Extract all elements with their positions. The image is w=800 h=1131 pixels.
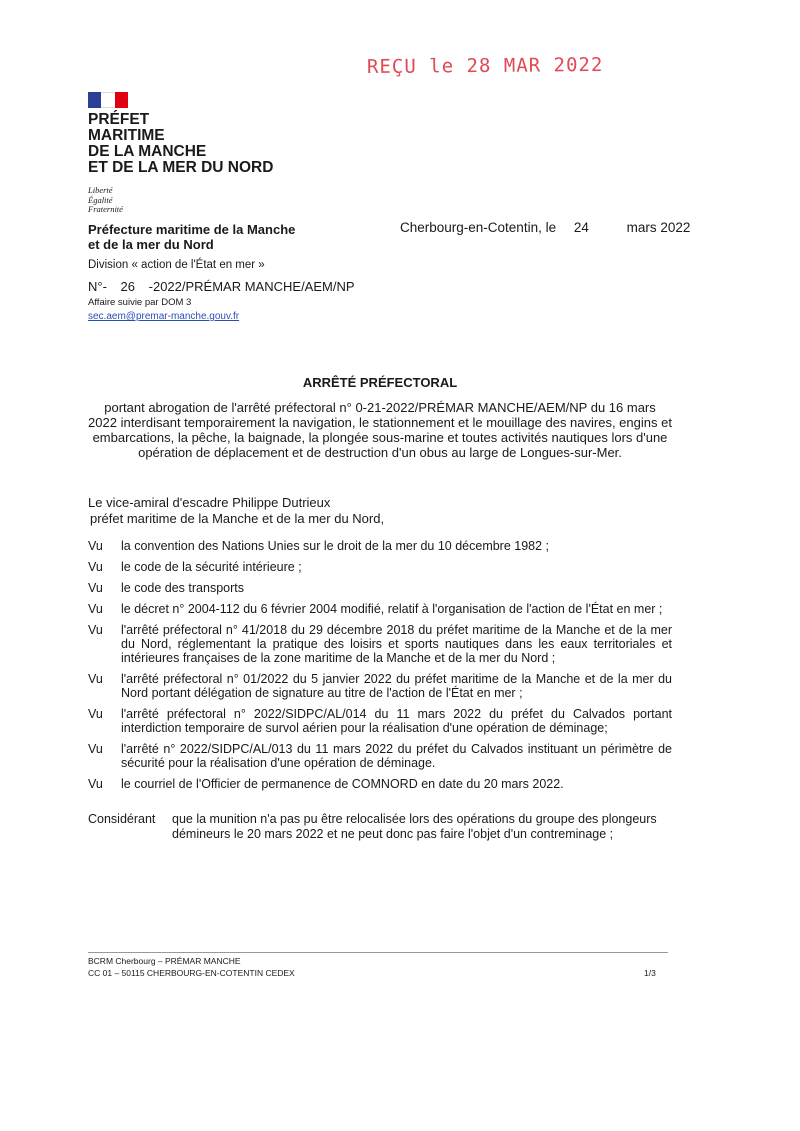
signer-block [88,495,384,527]
marianne-flag-logo [88,92,128,108]
vu-label: Vu [88,672,103,686]
footer-line: CC 01 – 50115 CHERBOURG-EN-COTENTIN CEDEX [88,968,295,978]
received-stamp: REÇU le 28 MAR 2022 [366,53,604,79]
sender-block [88,222,295,252]
vu-text: l'arrêté n° 2022/SIDPC/AL/013 du 11 mars 2022 du préfet du Calvados instituant un périmètre de sécurité pour la réalisation d'une opération de déminage. [121,742,672,770]
considerant-block [88,812,672,841]
date-month-year: mars 2022 [626,220,691,235]
list-item [88,742,672,770]
vu-label: Vu [88,777,103,791]
prefet-title-line: MARITIME [88,127,165,144]
contact-email-link[interactable]: sec.aem@premar-manche.gouv.fr [88,311,240,322]
considerant-text: que la munition n'a pas pu être relocalisée lors des opérations du groupe des plongeurs démineurs le 20 mars 2022 et ne peut donc pas faire l'objet d'un contreminage ; [172,812,657,841]
vu-label: Vu [88,539,103,553]
document-title: ARRÊTÉ PRÉFECTORAL [302,375,458,390]
vu-list [88,539,672,798]
numero-value: 26 [120,279,136,294]
date-day: 24 [573,220,589,235]
division-label: Division « action de l'État en mer » [88,259,265,271]
prefet-title-line: ET DE LA MER DU NORD [88,159,274,176]
numero-suffix: -2022/PRÉMAR MANCHE/AEM/NP [148,279,355,294]
vu-label: Vu [88,707,103,721]
motto-line: Liberté [88,185,113,195]
sender-line: et de la mer du Nord [88,237,214,252]
vu-text: le décret n° 2004-112 du 6 février 2004 modifié, relatif à l'organisation de l'action de l'État en mer ; [121,602,663,616]
vu-text: la convention des Nations Unies sur le droit de la mer du 10 décembre 1982 ; [121,539,550,553]
list-item [88,539,672,553]
list-item [88,777,672,791]
place-text: Cherbourg-en-Cotentin, le [400,220,557,235]
list-item [88,623,672,665]
list-item [88,560,672,574]
footer-divider [88,952,668,953]
page-number: 1/3 [644,968,656,978]
signer-line: Le vice-amiral d'escadre Philippe Dutrieux [88,495,331,510]
vu-label: Vu [88,602,103,616]
list-item [88,602,672,616]
prefet-title-block [88,112,273,176]
vu-label: Vu [88,581,103,595]
signer-line: préfet maritime de la Manche et de la mer du Nord, [90,511,385,526]
list-item [88,707,672,735]
prefet-title-line: DE LA MANCHE [88,143,207,160]
considerant-label: Considérant [88,812,156,826]
list-item [88,581,672,595]
sender-line: Préfecture maritime de la Manche [88,222,296,237]
place-and-date [400,220,690,235]
vu-label: Vu [88,623,103,637]
vu-text: le code des transports [121,581,244,595]
vu-text: l'arrêté préfectoral n° 2022/SIDPC/AL/014 du 11 mars 2022 du préfet du Calvados portant interdiction temporaire de survol aérien pour la réalisation d'une opération de déminage; [121,707,672,735]
motto-line: Égalité [88,194,113,205]
vu-text: l'arrêté préfectoral n° 01/2022 du 5 janvier 2022 du préfet maritime de la Manche et de la mer du Nord portant délégation de signature au titre de l'action de l'État en mer ; [121,672,672,700]
case-handler: Affaire suivie par DOM 3 [88,297,192,308]
vu-text: l'arrêté préfectoral n° 41/2018 du 29 décembre 2018 du préfet maritime de la Manche et de la mer du Nord, réglementant la pratique des loisirs et sports nautiques dans les eaux territoriales et intérieures françaises de la zone maritime de la Manche et de la mer du Nord ; [121,623,672,665]
vu-text: le code de la sécurité intérieure ; [121,560,302,574]
footer-address [88,955,295,979]
motto-line: Fraternité [88,204,123,214]
republic-motto [88,186,123,215]
reference-number [88,279,355,294]
footer-line: BCRM Cherbourg – PRÉMAR MANCHE [88,956,241,966]
vu-text: le courriel de l'Officier de permanence de COMNORD en date du 20 mars 2022. [121,777,564,791]
numero-prefix: N°- [88,279,107,294]
list-item [88,672,672,700]
vu-label: Vu [88,742,103,756]
document-subtitle: portant abrogation de l'arrêté préfectoral n° 0-21-2022/PRÉMAR MANCHE/AEM/NP du 16 mars 2022 interdisant temporairement la navigation, le stationnement et le mouillage des navires, engins et embarcations, la pêche, la baignade, la plongée sous-marine et toutes activités nautiques lors d'une opération de déplacement et de destruction d'un obus au large de Longues-sur-Mer. [88,400,672,460]
prefet-title-line: PRÉFET [88,111,150,128]
vu-label: Vu [88,560,103,574]
